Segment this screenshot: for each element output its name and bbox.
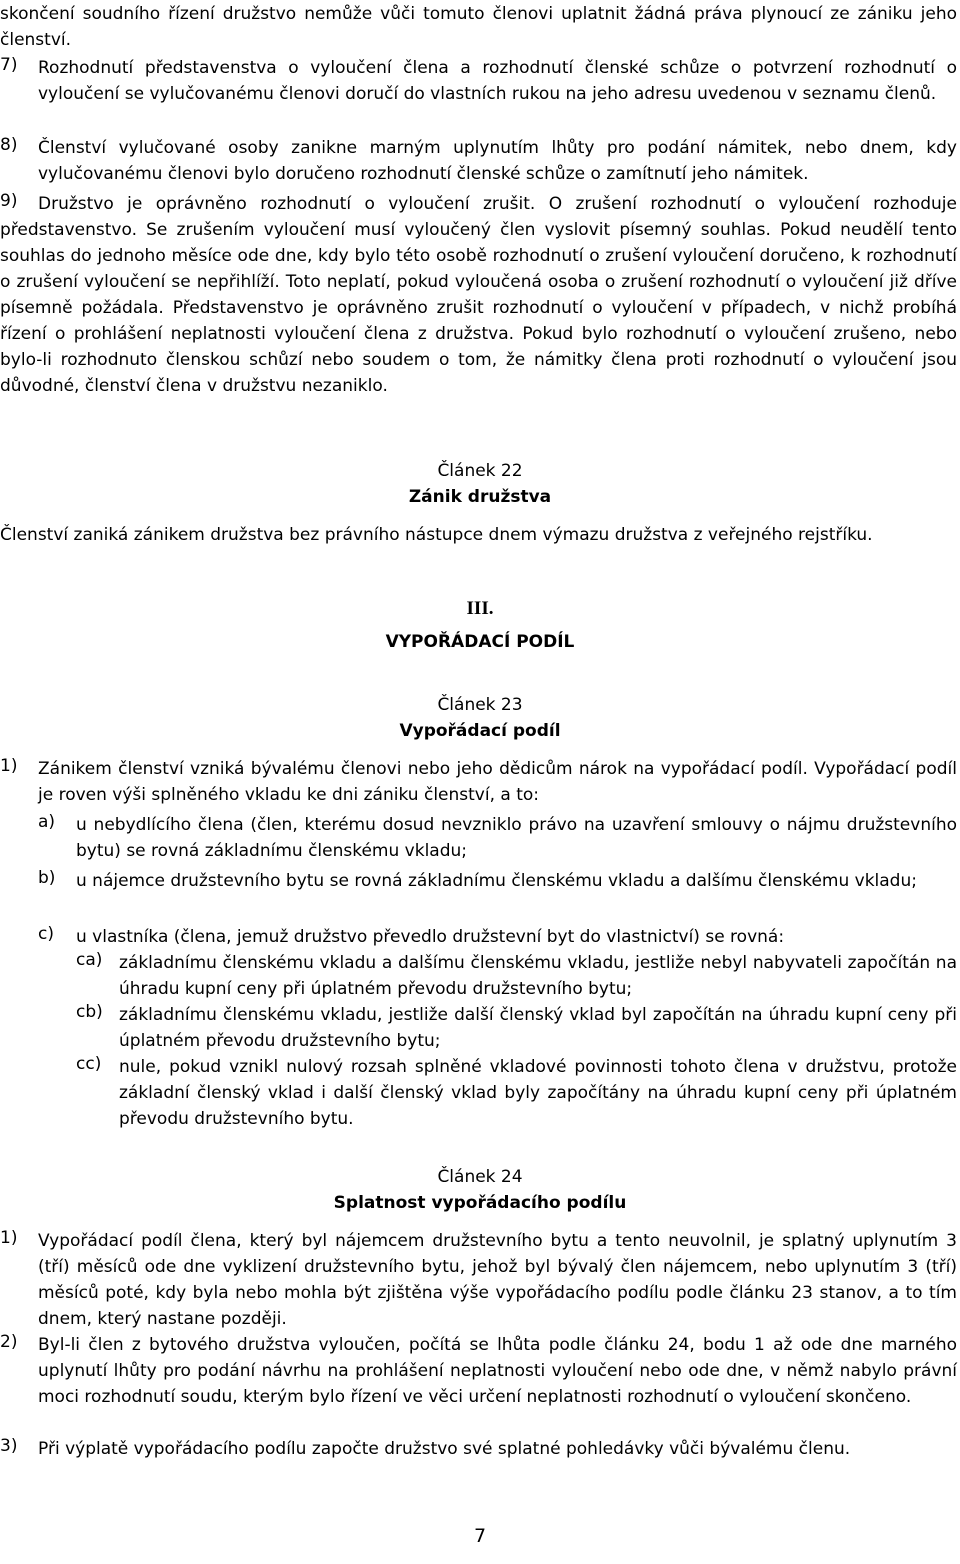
- paragraph-text: Členství zaniká zánikem družstva bez právního nástupce dnem výmazu družstva z veřejného rejstříku.: [0, 525, 873, 545]
- item-text: u nebydlícího člena (člen, kterému dosud nevzniklo právo na uzavření smlouvy o nájmu družstevního bytu) se rovná základnímu členskému vkladu;: [76, 815, 957, 861]
- item-letter: cb): [76, 1002, 103, 1022]
- item-number: 7): [0, 55, 18, 75]
- article-24-item-3: [0, 1436, 957, 1462]
- article-24-item-1: [0, 1228, 957, 1332]
- article-24-heading: Článek 24: [437, 1167, 523, 1187]
- article-22-heading: Článek 22: [437, 461, 523, 481]
- continuation-paragraph: [0, 1, 957, 53]
- article-23-item-1: [0, 756, 957, 808]
- subitem-cb: [76, 1002, 957, 1054]
- article-23-heading: Článek 23: [437, 695, 523, 715]
- item-text: Rozhodnutí představenstva o vyloučení člena a rozhodnutí členské schůze o potvrzení rozhodnutí o vyloučení se vylučovanému členovi doručí do vlastních rukou na jeho adresu uvedenou v seznamu členů.: [38, 58, 957, 104]
- list-item-9: [0, 191, 957, 399]
- subitem-a: [38, 812, 957, 864]
- article-24-item-2: [0, 1332, 957, 1410]
- item-text: základnímu členskému vkladu a dalšímu členskému vkladu, jestliže nebyl nabyvateli započítán na úhradu kupní ceny při úplatném převodu družstevního bytu;: [119, 953, 957, 999]
- list-item-8: [0, 135, 957, 187]
- item-letter: b): [38, 868, 56, 888]
- list-item-7: [0, 55, 957, 107]
- item-text: Zánikem členství vzniká bývalému členovi nebo jeho dědicům nárok na vypořádací podíl. Vypořádací podíl je roven výši splněného vkladu ke dni zániku členství, a to:: [38, 759, 957, 805]
- item-text: Byl-li člen z bytového družstva vyloučen, počítá se lhůta podle článku 24, bodu 1 až ode dne marného uplynutí lhůty pro podání návrhu na prohlášení neplatnosti vyloučení nebo ode dne, v němž nabylo právní moci rozhodnutí soudu, kterým bylo řízení ve věci určení neplatnosti rozhodnutí o vyloučení skončeno.: [38, 1335, 957, 1407]
- article-24-title: Splatnost vypořádacího podílu: [333, 1193, 627, 1213]
- item-text: Družstvo je oprávněno rozhodnutí o vyloučení zrušit. O zrušení rozhodnutí o vyloučení rozhoduje představenstvo. Se zrušením vyloučení musí vyloučený člen vyslovit písemný souhlas. Pokud neudělí tento souhlas do jednoho měsíce ode dne, kdy bylo této osobě rozhodnutí o zrušení vyloučení doručeno, k rozhodnutí o zrušení vyloučení se nepřihlíží. Toto neplatí, pokud vyloučená osoba o zrušení rozhodnutí o vyloučení již dříve písemně požádala. Představenstvo je oprávněno zrušit rozhodnutí o vyloučení v případech, v nichž probíhá řízení o prohlášení neplatnosti vyloučení člena z družstva. Pokud bylo rozhodnutí o vyloučení zrušeno, nebo bylo-li rozhodnuto členskou schůzí nebo soudem o tom, že námitky člena proti rozhodnutí o vyloučení jsou důvodné, členství člena v družstvu nezaniklo.: [0, 194, 957, 396]
- item-number: 1): [0, 756, 18, 776]
- article-22-paragraph: [0, 522, 960, 548]
- article-22-title: Zánik družstva: [408, 487, 552, 507]
- item-number: 1): [0, 1228, 18, 1248]
- item-letter: a): [38, 812, 56, 832]
- article-23-title: Vypořádací podíl: [399, 721, 561, 741]
- item-number: 2): [0, 1332, 18, 1352]
- page-number: 7: [473, 1525, 487, 1547]
- part-numeral: III.: [466, 598, 494, 619]
- item-text: základnímu členskému vkladu, jestliže další členský vklad byl započítán na úhradu kupní ceny při úplatném převodu družstevního bytu;: [119, 1005, 957, 1051]
- item-number: 8): [0, 135, 18, 155]
- subitem-ca: [76, 950, 957, 1002]
- part-title: VYPOŘÁDACÍ PODÍL: [385, 632, 575, 652]
- item-number: 9): [0, 191, 18, 211]
- item-text: nule, pokud vznikl nulový rozsah splněné vkladové povinnosti tohoto člena v družstvu, protože základní členský vklad i další členský vklad byly započítány na úhradu kupní ceny při úplatném převodu družstevního bytu.: [119, 1057, 957, 1129]
- item-text: Členství vylučované osoby zanikne marným uplynutím lhůty pro podání námitek, nebo dnem, kdy vylučovanému členovi bylo doručeno rozhodnutí členské schůze o zamítnutí jeho námitek.: [38, 138, 957, 184]
- item-letter: c): [38, 924, 54, 944]
- item-text: Při výplatě vypořádacího podílu započte družstvo své splatné pohledávky vůči bývalému členu.: [38, 1439, 851, 1459]
- item-text: u nájemce družstevního bytu se rovná základnímu členskému vkladu a dalšímu členskému vkladu;: [76, 871, 917, 891]
- subitem-b: [38, 868, 957, 894]
- subitem-c: [38, 924, 957, 950]
- paragraph-text: skončení soudního řízení družstvo nemůže vůči tomuto členovi uplatnit žádná práva plynoucí ze zániku jeho členství.: [0, 4, 957, 50]
- item-text: Vypořádací podíl člena, který byl nájemcem družstevního bytu a tento neuvolnil, je splatný uplynutím 3 (tří) měsíců ode dne vyklizení družstevního bytu, jehož byl bývalý člen nájemcem, nebo uplynutím 3 (tří) měsíců poté, kdy byla nebo mohla být zjištěna výše vypořádacího podílu podle článku 23 stanov, a to tím dnem, který nastane později.: [38, 1231, 957, 1329]
- item-letter: cc): [76, 1054, 102, 1074]
- item-number: 3): [0, 1436, 18, 1456]
- subitem-cc: [76, 1054, 957, 1132]
- item-text: u vlastníka (člena, jemuž družstvo převedlo družstevní byt do vlastnictví) se rovná:: [76, 927, 785, 947]
- item-letter: ca): [76, 950, 103, 970]
